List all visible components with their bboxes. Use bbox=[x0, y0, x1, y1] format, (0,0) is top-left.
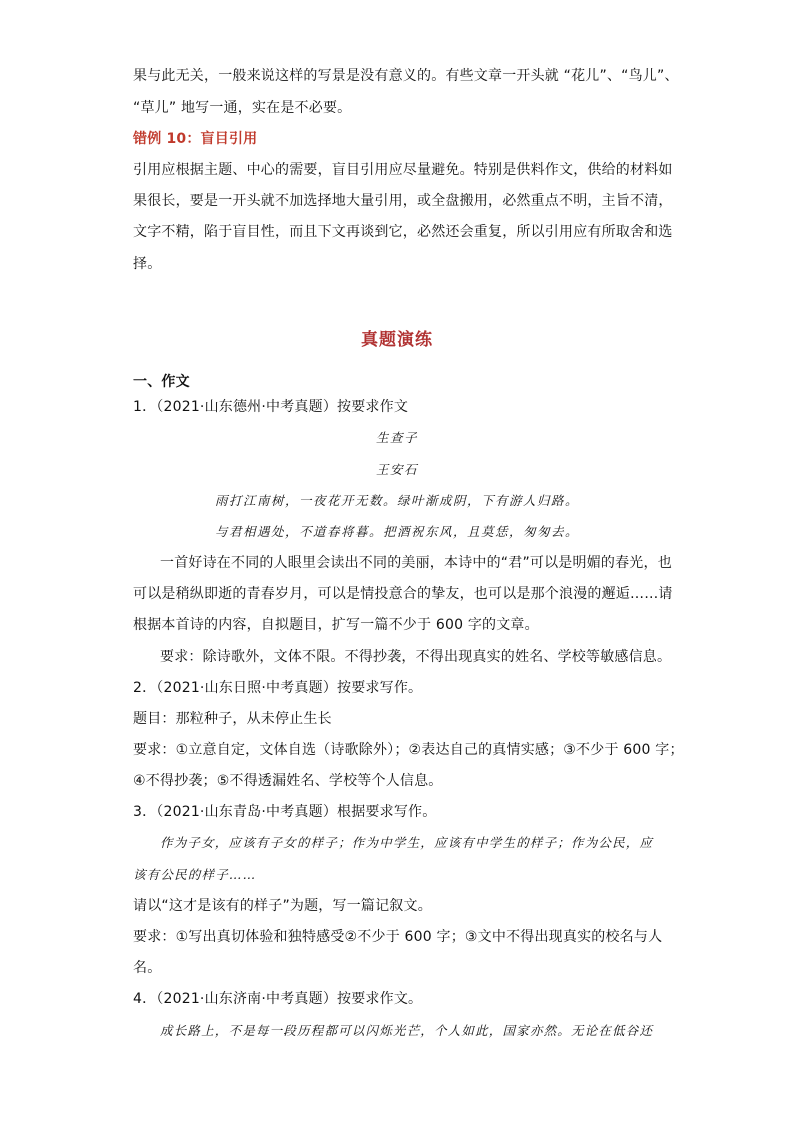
paragraph-line: 择。 bbox=[133, 256, 162, 272]
paragraph-line: 引用应根据主题、中心的需要，盲目引用应尽量避免。特别是供料作文，供给的材料如 bbox=[133, 162, 673, 178]
question-head: 4．（2021·山东济南·中考真题）按要求作文。 bbox=[133, 991, 423, 1007]
poem-author: 王安石 bbox=[375, 462, 418, 477]
section-heading: 真题演练 bbox=[361, 330, 433, 350]
paragraph-line: 根据本首诗的内容，自拟题目，扩写一篇不少于 600 字的文章。 bbox=[133, 617, 539, 633]
task-line: 请以“这才是该有的样子”为题，写一篇记叙文。 bbox=[133, 898, 432, 914]
requirement-line: 名。 bbox=[133, 960, 162, 976]
question-head: 2．（2021·山东日照·中考真题）按要求写作。 bbox=[133, 680, 423, 696]
section-title: 一、作文 bbox=[133, 374, 190, 390]
requirement-line: 要求：①立意自定，文体自选（诗歌除外）；②表达自己的真情实感；③不少于 600 字； bbox=[133, 742, 684, 758]
question-head: 1．（2021·山东德州·中考真题）按要求作文 bbox=[133, 399, 409, 415]
question-head: 3．（2021·山东青岛·中考真题）根据要求写作。 bbox=[133, 804, 437, 820]
poem-title: 生查子 bbox=[375, 430, 418, 445]
paragraph-line: 文字不精，陷于盲目性，而且下文再谈到它，必然还会重复，所以引用应有所取舍和选 bbox=[133, 224, 673, 240]
requirement-line: 要求：①写出真切体验和独特感受②不少于 600 字；③文中不得出现真实的校名与人 bbox=[133, 929, 663, 945]
requirement-line: ④不得抄袭；⑤不得透漏姓名、学校等个人信息。 bbox=[133, 773, 443, 789]
error-example-title: 错例 10：盲目引用 bbox=[133, 131, 258, 147]
poem-line: 与君相遇处，不道春将暮。把酒祝东风，且莫恁，匆匆去。 bbox=[214, 524, 579, 539]
paragraph-line: 一首好诗在不同的人眼里会读出不同的美丽，本诗中的“君”可以是明媚的春光，也 bbox=[160, 555, 672, 571]
topic-line: 题目：那粒种子，从未停止生长 bbox=[133, 711, 332, 727]
prompt-line: 该有公民的样子…… bbox=[133, 867, 257, 882]
requirement-line: 要求：除诗歌外，文体不限。不得抄袭，不得出现真实的姓名、学校等敏感信息。 bbox=[160, 649, 672, 665]
paragraph-line: 果与此无关，一般来说这样的写景是没有意义的。有些文章一开头就 “花儿”、“鸟儿”、 bbox=[133, 68, 679, 84]
paragraph-line: 可以是稍纵即逝的青春岁月，可以是情投意合的挚友，也可以是那个浪漫的邂逅……请 bbox=[133, 586, 673, 602]
paragraph-line: 果很长，要是一开头就不加选择地大量引用，或全盘搬用，必然重点不明，主旨不清， bbox=[133, 193, 673, 209]
paragraph-line: “草儿” 地写一通，实在是不必要。 bbox=[133, 100, 352, 116]
prompt-line: 成长路上，不是每一段历程都可以闪烁光芒，个人如此，国家亦然。无论在低谷还 bbox=[160, 1023, 654, 1038]
poem-line: 雨打江南树，一夜花开无数。绿叶渐成阴，下有游人归路。 bbox=[214, 493, 579, 508]
prompt-line: 作为子女，应该有子女的样子；作为中学生，应该有中学生的样子；作为公民，应 bbox=[160, 835, 654, 850]
